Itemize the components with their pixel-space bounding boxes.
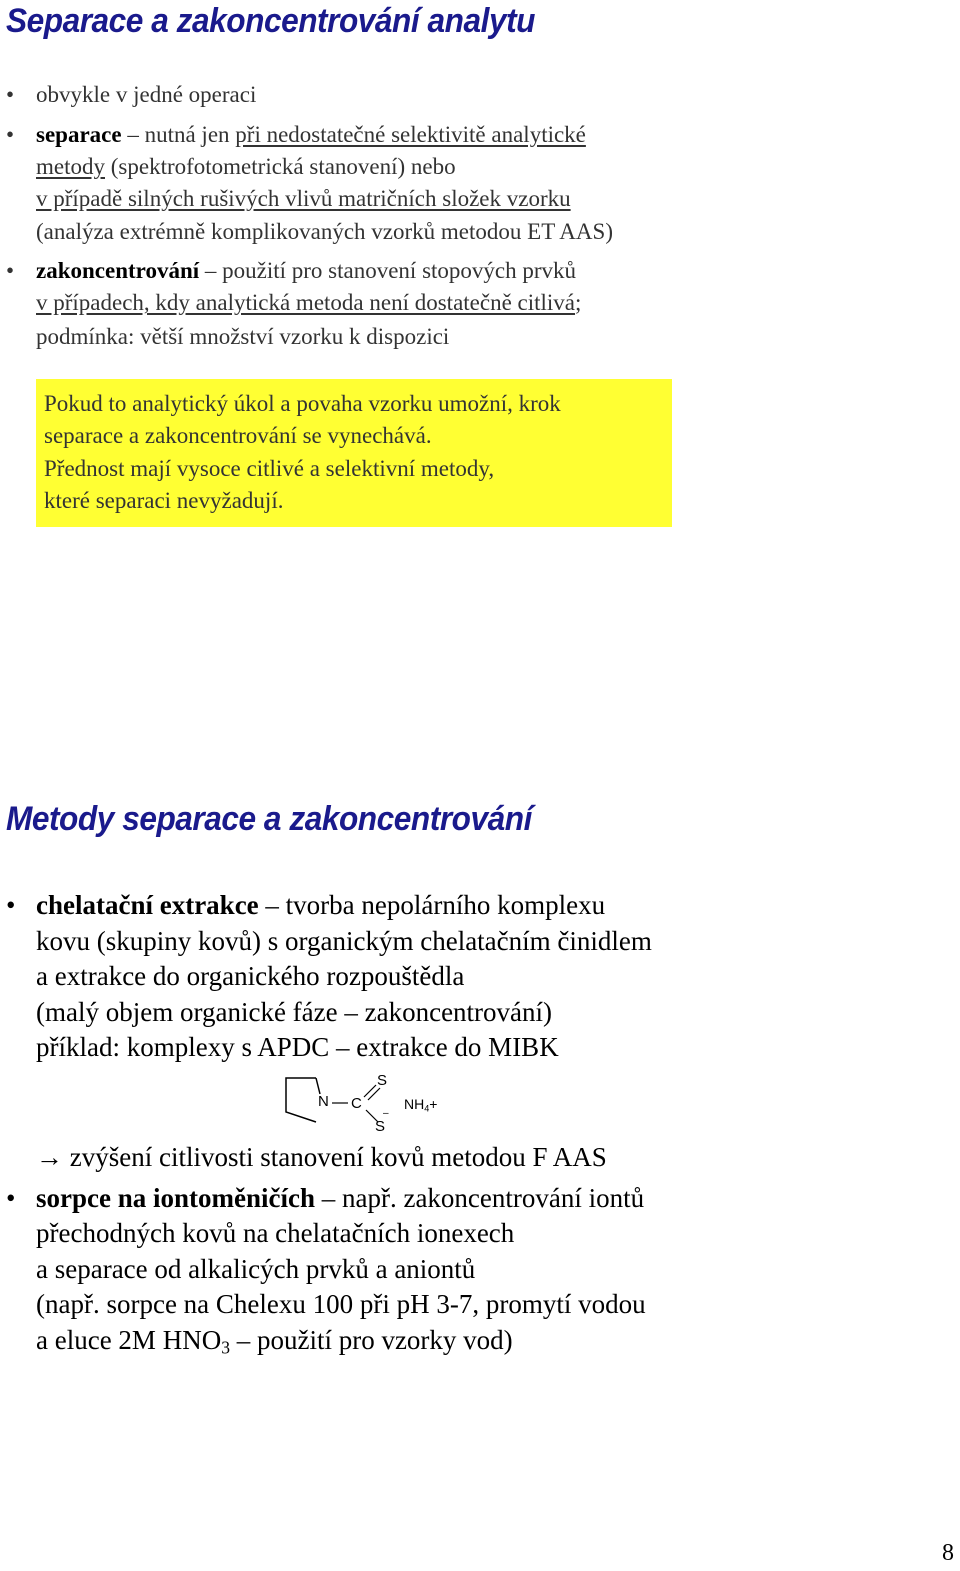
atom-c: C [351, 1095, 362, 1112]
highlight-note [36, 379, 672, 527]
item-line [36, 290, 581, 316]
item-text: (malý objem organické fáze – zakoncentrování) [36, 997, 553, 1027]
cation-sub: 4 [424, 1103, 430, 1114]
item-text: (spektrofotometrická stanovení) nebo [105, 154, 456, 179]
section-title-metody: Metody separace a zakoncentrování [6, 800, 532, 838]
item-text: – např. zakoncentrování iontů [314, 1183, 645, 1213]
note-line: Pokud to analytický úkol a povaha vzorku umožní, krok [44, 391, 561, 416]
dash-text: – nutná jen [121, 122, 236, 147]
underlined-phrase: v případech, kdy analytická metoda není dostatečně citlivá [36, 290, 576, 315]
cation-main: NH [404, 1096, 425, 1112]
right-arrow-icon: → [36, 1142, 63, 1172]
underlined-phrase: metody [36, 154, 105, 179]
charge-minus: – [383, 1108, 389, 1119]
subscript: 3 [221, 1337, 230, 1358]
atom-s-top: S [377, 1072, 388, 1089]
bullet: • [6, 82, 15, 107]
arrow-line [36, 1142, 607, 1173]
item-line [36, 122, 586, 148]
term-separace: separace [36, 122, 122, 147]
item-line [36, 1183, 644, 1214]
item-text: – tvorba nepolárního komplexu [258, 890, 606, 920]
note-line: které separaci nevyžadují. [44, 488, 284, 513]
term-chelatacni-extrakce: chelatační extrakce [36, 890, 259, 920]
item-line [36, 154, 456, 180]
cation-charge: + [429, 1096, 438, 1112]
atom-s-bottom: S [375, 1118, 386, 1135]
term-zakoncentrovani: zakoncentrování [36, 258, 200, 283]
item-text: přechodných kovů na chelatačních ionexech [36, 1218, 515, 1248]
bullet: • [6, 258, 15, 283]
item-text: podmínka: větší množství vzorku k dispozici [36, 324, 450, 349]
item-line [36, 1325, 513, 1358]
section-title-separace: Separace a zakoncentrování analytu [6, 2, 535, 40]
punctuation: ; [575, 290, 582, 315]
bullet: • [6, 122, 15, 147]
apdc-structure [280, 1072, 480, 1140]
item-text: (analýza extrémně komplikovaných vzorků metodou ET AAS) [36, 219, 613, 244]
bullet: • [6, 1183, 16, 1213]
underlined-phrase: při nedostatečné selektivitě analytické [235, 122, 586, 147]
term-sorpce: sorpce na iontoměničích [36, 1183, 315, 1213]
item-text: a extrakce do organického rozpouštědla [36, 961, 465, 991]
underlined-phrase: v případě silných rušivých vlivů matričních složek vzorku [36, 186, 571, 211]
atom-n: N [318, 1093, 329, 1110]
arrow-text: zvýšení citlivosti stanovení kovů metodou F AAS [69, 1142, 607, 1172]
item-text: obvykle v jedné operaci [36, 82, 257, 107]
item-line [36, 890, 605, 921]
note-line: separace a zakoncentrování se vynechává. [44, 423, 432, 448]
bullet: • [6, 890, 16, 920]
item-text: příklad: komplexy s APDC – extrakce do MIBK [36, 1032, 559, 1062]
item-text: – použití pro vzorky vod) [229, 1325, 513, 1355]
note-line: Přednost mají vysoce citlivé a selektivní metody, [44, 456, 495, 481]
item-text: kovu (skupiny kovů) s organickým chelatačním činidlem [36, 926, 652, 956]
item-text: (např. sorpce na Chelexu 100 při pH 3-7, promytí vodou [36, 1289, 646, 1319]
page-number: 8 [942, 1540, 954, 1566]
ammonium-cation [404, 1096, 437, 1113]
item-text: – použití pro stanovení stopových prvků [199, 258, 577, 283]
item-text: a eluce 2M HNO [36, 1325, 222, 1355]
item-text: a separace od alkalicých prvků a aniontů [36, 1254, 476, 1284]
item-line [36, 258, 576, 284]
